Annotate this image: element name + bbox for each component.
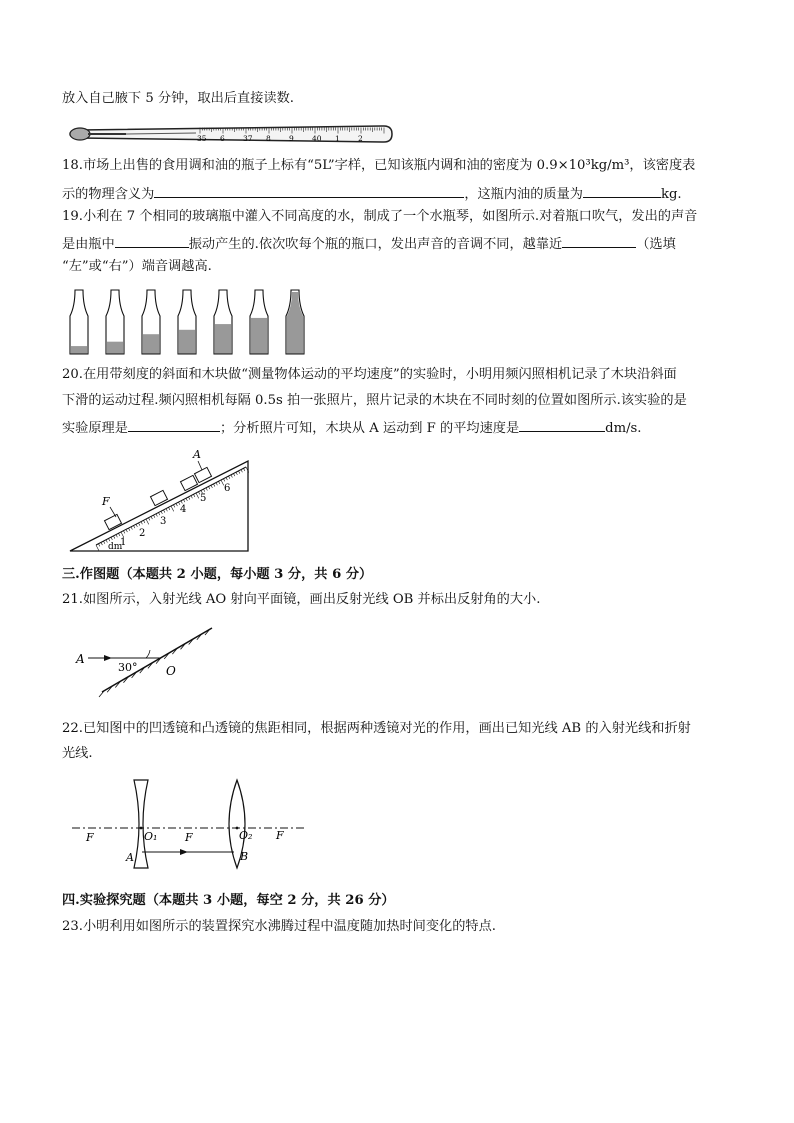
thermometer-tick-label: 9	[289, 134, 294, 143]
q19-answer-blank-2[interactable]	[562, 233, 636, 248]
thermometer-tick-label: 2	[358, 134, 363, 143]
mirror-label-O: O	[166, 664, 176, 678]
water-bottles-figure	[70, 288, 330, 358]
incline-tick-label: 6	[224, 483, 231, 494]
q20-answer-blank-1[interactable]	[128, 417, 220, 432]
lens-label-O1: O₁	[144, 830, 158, 843]
q20-prompt-b: ；分析照片可知，木块从 A 运动到 F 的平均速度是	[219, 421, 520, 436]
question-22-line1: 22.已知图中的凹透镜和凸透镜的焦距相同，根据两种透镜对光的作用，画出已知光线 AB 的入射光线和折射	[62, 721, 691, 736]
q18-prompt-b: ，这瓶内油的质量为	[464, 187, 583, 202]
incline-tick-label: 2	[139, 528, 146, 539]
water-bottle	[286, 290, 304, 354]
thermometer-tick-label: 8	[266, 134, 271, 143]
q18-unit: kg.	[661, 187, 682, 202]
lens-label-F-middle: F	[185, 831, 193, 844]
incline-tick-label: 3	[160, 516, 167, 527]
q18-answer-blank-1[interactable]	[154, 183, 464, 198]
question-23-text: 23.小明利用如图所示的装置探究水沸腾过程中温度随加热时间变化的特点.	[62, 919, 496, 934]
incline-label-F: F	[102, 495, 110, 508]
thermometer-tick-label: 1	[335, 134, 340, 143]
question-19-line1: 19.小利在 7 个相同的玻璃瓶中灌入不同高度的水，制成了一个水瓶琴，如图所示.对着瓶口吹气，发出的声音	[62, 209, 698, 224]
mirror-label-A: A	[76, 652, 85, 666]
incline-figure	[68, 445, 268, 555]
section-3-heading: 三.作图题（本题共 2 小题，每小题 3 分，共 6 分）	[62, 567, 373, 582]
mirror-angle-label: 30°	[118, 661, 138, 674]
incline-tick-label: 5	[200, 493, 207, 504]
q19-answer-blank-1[interactable]	[115, 233, 189, 248]
q18-answer-blank-2[interactable]	[583, 183, 661, 198]
question-18-line2	[62, 183, 682, 204]
q18-prompt-a: 示的物理含义为	[62, 187, 155, 202]
thermometer-tick-label: 35	[197, 134, 207, 143]
question-20-line3	[62, 417, 642, 438]
water-bottle	[142, 290, 160, 354]
lens-label-B: B	[240, 850, 249, 863]
question-18-line1: 18.市场上出售的食用调和油的瓶子上标有“5L”字样，已知该瓶内调和油的密度为 0.9×10³kg/m³，该密度表	[62, 158, 696, 173]
q20-unit: dm/s.	[605, 421, 642, 436]
q20-answer-blank-2[interactable]	[519, 417, 605, 432]
lens-label-A: A	[126, 851, 134, 864]
lens-label-O2: O₂	[239, 829, 253, 842]
incline-tick-label: 4	[180, 504, 187, 515]
thermometer-tick-label: 37	[243, 134, 253, 143]
question-21-text: 21.如图所示，入射光线 AO 射向平面镜，画出反射光线 OB 并标出反射角的大小.	[62, 592, 541, 607]
question-19-line2	[62, 233, 676, 254]
plane-mirror-figure	[74, 624, 234, 694]
question-20-line1: 20.在用带刻度的斜面和木块做“测量物体运动的平均速度”的实验时，小明用频闪照相机记录了木块沿斜面	[62, 367, 677, 382]
q19-prompt-c: （选填	[636, 237, 676, 252]
lens-figure	[72, 772, 312, 872]
question-19-line3: “左”或“右”）端音调越高.	[62, 259, 212, 274]
water-bottle	[106, 290, 124, 354]
lens-label-F-left: F	[86, 831, 94, 844]
thermometer-figure	[66, 116, 396, 156]
q19-prompt-b: 振动产生的.依次吹每个瓶的瓶口，发出声音的音调不同，越靠近	[188, 237, 563, 252]
incline-unit-label: dm	[108, 542, 123, 552]
q19-prompt-a: 是由瓶中	[62, 237, 115, 252]
question-20-line2: 下滑的运动过程.频闪照相机每隔 0.5s 拍一张照片，照片记录的木块在不同时刻的位置如图所示.该实验的是	[62, 393, 687, 408]
question-22-line2: 光线.	[62, 746, 93, 761]
water-bottle	[70, 290, 88, 354]
incline-label-A: A	[193, 448, 201, 461]
thermometer-tick-label: 40	[312, 134, 322, 143]
water-bottle	[214, 290, 232, 354]
q20-prompt-a: 实验原理是	[62, 421, 128, 436]
water-bottle	[178, 290, 196, 354]
incline-tick-label: 1	[120, 537, 127, 548]
thermometer-tick-label: 6	[220, 134, 225, 143]
water-bottle	[250, 290, 268, 354]
section-4-heading: 四.实验探究题（本题共 3 小题，每空 2 分，共 26 分）	[62, 893, 395, 908]
lens-label-F-right: F	[276, 829, 284, 842]
question-17-tail: 放入自己腋下 5 分钟，取出后直接读数.	[62, 91, 294, 106]
